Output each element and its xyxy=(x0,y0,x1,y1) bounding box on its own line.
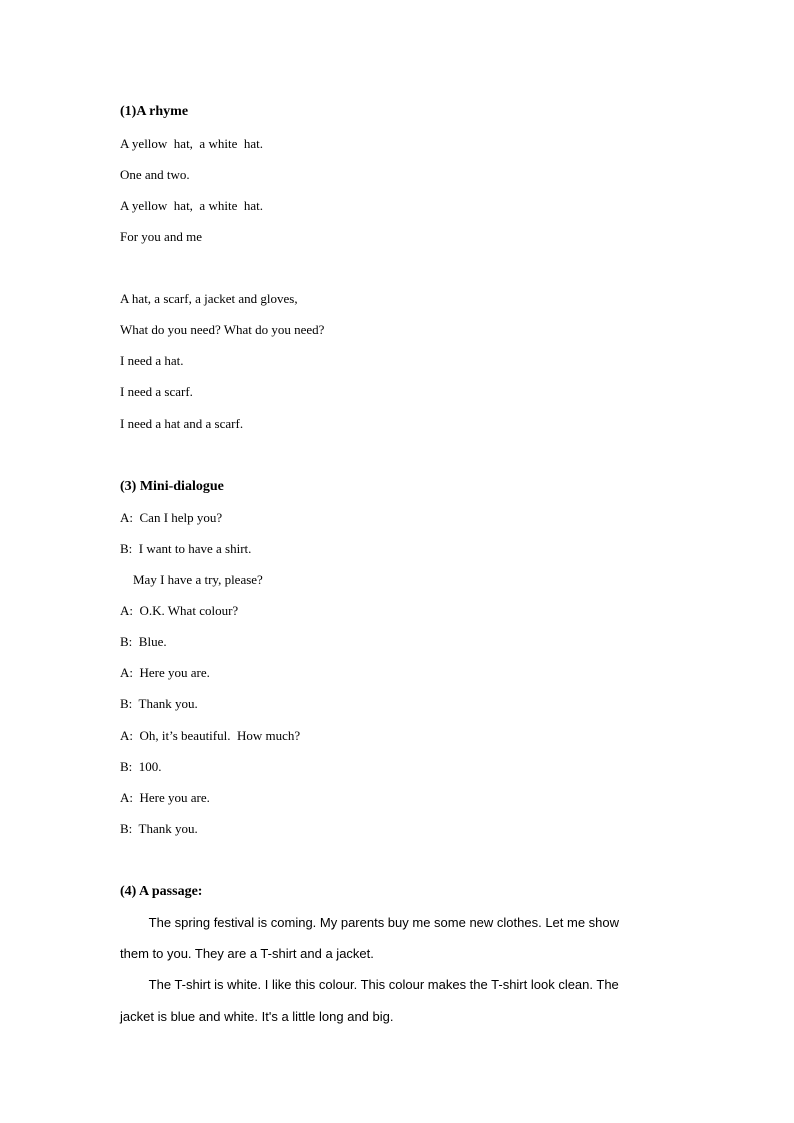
dialogue-line: A: Here you are. xyxy=(120,665,210,680)
rhyme-line: For you and me xyxy=(120,229,202,244)
chant-line: A hat, a scarf, a jacket and gloves, xyxy=(120,291,298,306)
rhyme-line: A yellow hat, a white hat. xyxy=(120,136,263,151)
dialogue-line: B: I want to have a shirt. xyxy=(120,541,252,556)
passage-heading: (4) A passage: xyxy=(120,884,203,899)
dialogue-line: B: Blue. xyxy=(120,634,167,649)
dialogue-line: B: Thank you. xyxy=(120,696,198,711)
dialogue-line: B: Thank you. xyxy=(120,821,198,836)
rhyme-heading: (1)A rhyme xyxy=(120,104,189,119)
passage-line: The T-shirt is white. I like this colour. This colour makes the T-shirt look clean. The xyxy=(120,977,619,992)
passage-line: them to you. They are a T-shirt and a jacket. xyxy=(120,946,374,961)
dialogue-line: A: Here you are. xyxy=(120,790,210,805)
chant-line: What do you need? What do you need? xyxy=(120,322,325,337)
dialogue-heading: (3) Mini-dialogue xyxy=(120,479,224,494)
passage-line: The spring festival is coming. My parents buy me some new clothes. Let me show xyxy=(120,915,620,930)
rhyme-line: One and two. xyxy=(120,167,190,182)
dialogue-line: A: O.K. What colour? xyxy=(120,603,239,618)
rhyme-line: A yellow hat, a white hat. xyxy=(120,198,263,213)
dialogue-line: A: Can I help you? xyxy=(120,510,223,525)
chant-line: I need a hat. xyxy=(120,353,184,368)
dialogue-line: May I have a try, please? xyxy=(120,572,263,587)
dialogue-line: B: 100. xyxy=(120,759,162,774)
dialogue-line: A: Oh, it’s beautiful. How much? xyxy=(120,728,301,743)
chant-line: I need a hat and a scarf. xyxy=(120,416,244,431)
passage-line: jacket is blue and white. It's a little long and big. xyxy=(120,1009,394,1024)
chant-line: I need a scarf. xyxy=(120,384,193,399)
